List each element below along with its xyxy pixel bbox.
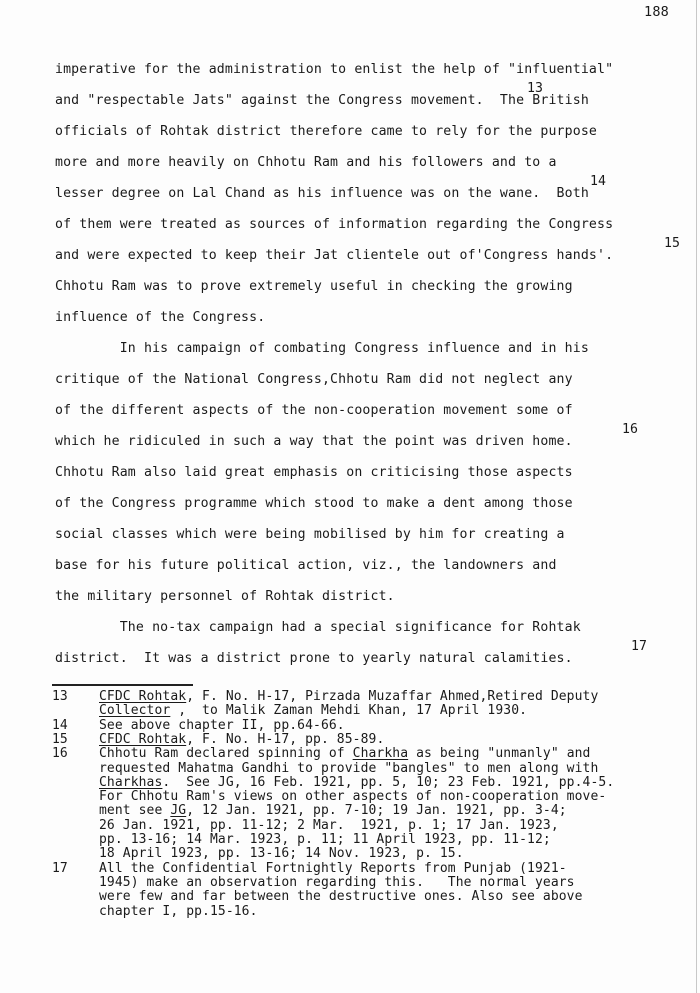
footnote-number: 14 <box>52 717 68 733</box>
footnote-line <box>99 690 598 704</box>
body-line: more and more heavily on Chhotu Ram and his followers and to a <box>55 155 557 170</box>
body-line: social classes which were being mobilised by him for creating a <box>55 527 565 542</box>
footnote-divider <box>52 684 193 686</box>
footnote-reference: 15 <box>664 236 680 251</box>
footnote-line <box>99 890 583 904</box>
body-line: In his campaign of combating Congress influence and in his <box>55 341 589 356</box>
footnote-text: were few and far between the destructive ones. Also see above <box>99 889 583 905</box>
footnote-text: 1945) make an observation regarding this. The normal years <box>99 874 575 890</box>
body-line: imperative for the administration to enlist the help of "influential" <box>55 62 614 77</box>
footnote-line <box>99 790 606 804</box>
body-line: base for his future political action, viz., the landowners and <box>55 558 557 573</box>
footnote-line <box>99 862 567 876</box>
body-line: and were expected to keep their Jat clientele out of'Congress hands'. <box>55 248 614 263</box>
footnote-line <box>99 762 598 776</box>
body-line: the military personnel of Rohtak district. <box>55 589 395 604</box>
footnote-line <box>99 847 464 861</box>
footnote-text: ment see <box>99 803 171 819</box>
footnote-number: 13 <box>52 689 68 704</box>
footnote-reference: 13 <box>527 81 543 96</box>
footnote-reference: 14 <box>590 174 606 189</box>
body-line: critique of the National Congress,Chhotu Ram did not neglect any <box>55 372 573 387</box>
footnote-line <box>99 719 345 733</box>
footnote-line <box>99 747 590 761</box>
body-line: of the different aspects of the non-cooperation movement some of <box>55 403 573 418</box>
body-line: of them were treated as sources of information regarding the Congress <box>55 217 614 232</box>
footnote-text: 26 Jan. 1921, pp. 11-12; 2 Mar. 1921, p. 1; 17 Jan. 1923, <box>99 817 559 833</box>
page-number: 188 <box>644 4 669 20</box>
footnote-line <box>99 819 559 833</box>
body-line: and "respectable Jats" against the Congress movement. The British <box>55 93 589 108</box>
footnote-number: 15 <box>52 731 68 747</box>
footnote-text: , F. No. H-17, Pirzada Muzaffar Ahmed,Retired Deputy <box>186 689 599 704</box>
footnote-line <box>99 776 614 790</box>
footnote-text: . See JG, 16 Feb. 1921, pp. 5, 10; 23 Feb. 1921, pp.4-5. <box>162 774 615 790</box>
footnote-underlined-title: Charkhas <box>99 774 163 790</box>
footnote-text: , 12 Jan. 1921, pp. 7-10; 19 Jan. 1921, pp. 3-4; <box>186 803 567 819</box>
body-line: Chhotu Ram was to prove extremely useful in checking the growing <box>55 279 573 294</box>
footnote-line <box>99 704 527 718</box>
body-line: influence of the Congress. <box>55 310 266 325</box>
footnote-text: , to Malik Zaman Mehdi Khan, 17 April 1930. <box>170 703 528 719</box>
footnote-line <box>99 733 384 747</box>
page-edge <box>696 0 697 993</box>
footnote-line <box>99 804 567 818</box>
footnote-underlined-title: CFDC Rohtak <box>99 689 187 704</box>
footnote-text: All the Confidential Fortnightly Reports from Punjab (1921- <box>99 860 567 876</box>
footnote-line <box>99 876 575 890</box>
footnote-text: , F. No. H-17, pp. 85-89. <box>186 731 385 747</box>
footnote-text: 18 April 1923, pp. 13-16; 14 Nov. 1923, p. 15. <box>99 846 464 862</box>
footnote-number: 16 <box>52 746 68 762</box>
footnote-text: Chhotu Ram declared spinning of <box>99 746 353 762</box>
body-line: Chhotu Ram also laid great emphasis on criticising those aspects <box>55 465 573 480</box>
footnote-underlined-title: JG <box>170 803 187 819</box>
footnote-text: chapter I, pp.15-16. <box>99 903 258 919</box>
body-line: district. It was a district prone to yearly natural calamities. <box>55 651 573 666</box>
footnote-text: as being "unmanly" and <box>408 746 591 762</box>
footnote-underlined-title: Collector <box>99 703 171 719</box>
footnote-underlined-title: CFDC Rohtak <box>99 731 187 747</box>
footnote-line <box>99 833 551 847</box>
footnote-text: See above chapter II, pp.64-66. <box>99 717 345 733</box>
footnote-text: For Chhotu Ram's views on other aspects of non-cooperation move- <box>99 789 607 805</box>
footnote-number: 17 <box>52 860 68 876</box>
footnote-underlined-title: Charkha <box>352 746 409 762</box>
body-line: The no-tax campaign had a special significance for Rohtak <box>55 620 581 635</box>
body-line: officials of Rohtak district therefore came to rely for the purpose <box>55 124 597 139</box>
footnote-line <box>99 905 258 919</box>
body-line: which he ridiculed in such a way that the point was driven home. <box>55 434 573 449</box>
footnote-text: requested Mahatma Gandhi to provide "bangles" to men along with <box>99 760 599 776</box>
footnote-reference: 17 <box>631 639 647 654</box>
footnote-reference: 16 <box>622 422 638 437</box>
footnote-text: pp. 13-16; 14 Mar. 1923, p. 11; 11 April 1923, pp. 11-12; <box>99 832 551 847</box>
body-line: of the Congress programme which stood to make a dent among those <box>55 496 573 511</box>
body-line: lesser degree on Lal Chand as his influence was on the wane. Both <box>55 186 589 201</box>
